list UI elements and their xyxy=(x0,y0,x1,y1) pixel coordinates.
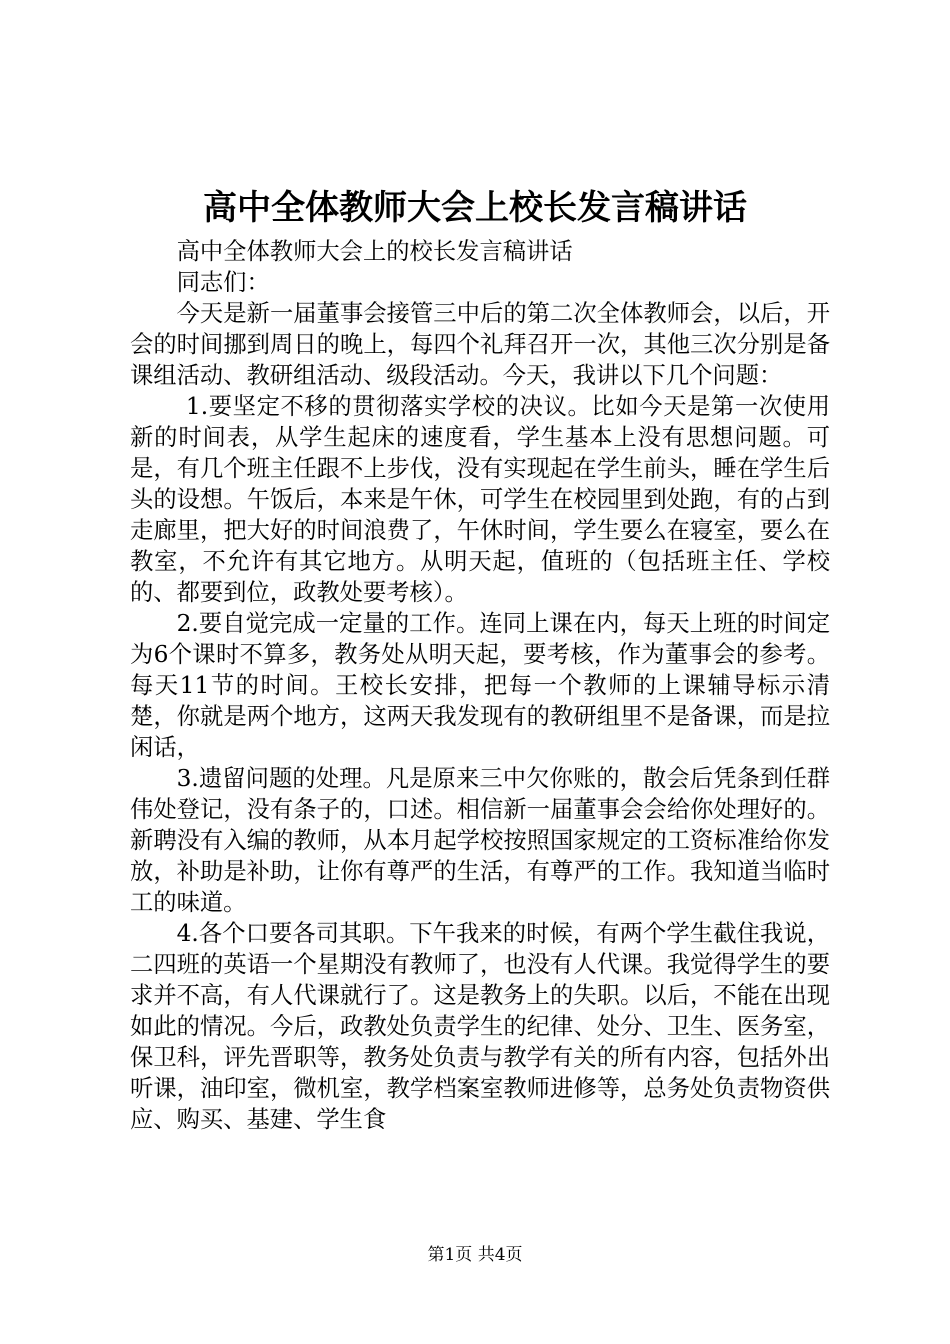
point-2-paragraph: 2.要自觉完成一定量的工作。连同上课在内，每天上班的时间定为6个课时不算多，教务处从明天起，要考核，作为董事会的参考。每天11节的时间。王校长安排，把每一个教师的上课辅导标示清楚，你就是两个地方，这两天我发现有的教研组里不是备课，而是拉闲话， xyxy=(130,610,830,761)
subtitle-paragraph: 高中全体教师大会上的校长发言稿讲话 xyxy=(176,238,573,265)
intro-paragraph: 今天是新一届董事会接管三中后的第二次全体教师会，以后，开会的时间挪到周日的晚上，每四个礼拜召开一次，其他三次分别是备课组活动、教研组活动、级段活动。今天，我讲以下几个问题： xyxy=(130,300,830,389)
point-4-paragraph: 4.各个口要各司其职。下午我来的时候，有两个学生截住我说，二四班的英语一个星期没有教师了，也没有人代课。我觉得学生的要求并不高，有人代课就行了。这是教务上的失职。以后，不能在出现如此的情况。今后，政教处负责学生的纪律、处分、卫生、医务室，保卫科，评先晋职等，教务处负责与教学有关的所有内容，包括外出听课，油印室，微机室，教学档案室教师进修等，总务处负责物资供应、购买、基建、学生食 xyxy=(130,920,830,1133)
document-title: 高中全体教师大会上校长发言稿讲话 xyxy=(203,188,747,228)
point-3-paragraph: 3.遗留问题的处理。凡是原来三中欠你账的，散会后凭条到任群伟处登记，没有条子的，口述。相信新一届董事会会给你处理好的。新聘没有入编的教师，从本月起学校按照国家规定的工资标准给你发放，补助是补助，让你有尊严的生活，有尊严的工作。我知道当临时工的味道。 xyxy=(130,765,830,916)
document-body xyxy=(130,236,830,1135)
salutation-paragraph: 同志们： xyxy=(176,269,270,296)
point-1-paragraph: 1.要坚定不移的贯彻落实学校的决议。比如今天是第一次使用新的时间表，从学生起床的速度看，学生基本上没有思想问题。可是，有几个班主任跟不上步伐，没有实现起在学生前头，睡在学生后头的设想。午饭后，本来是午休，可学生在校园里到处跑，有的占到走廊里，把大好的时间浪费了，午休时间，学生要么在寝室，要么在教室，不允许有其它地方。从明天起，值班的（包括班主任、学校的、都要到位，政教处要考核）。 xyxy=(130,393,830,606)
page-footer: 第1页 共4页 xyxy=(427,1245,523,1265)
